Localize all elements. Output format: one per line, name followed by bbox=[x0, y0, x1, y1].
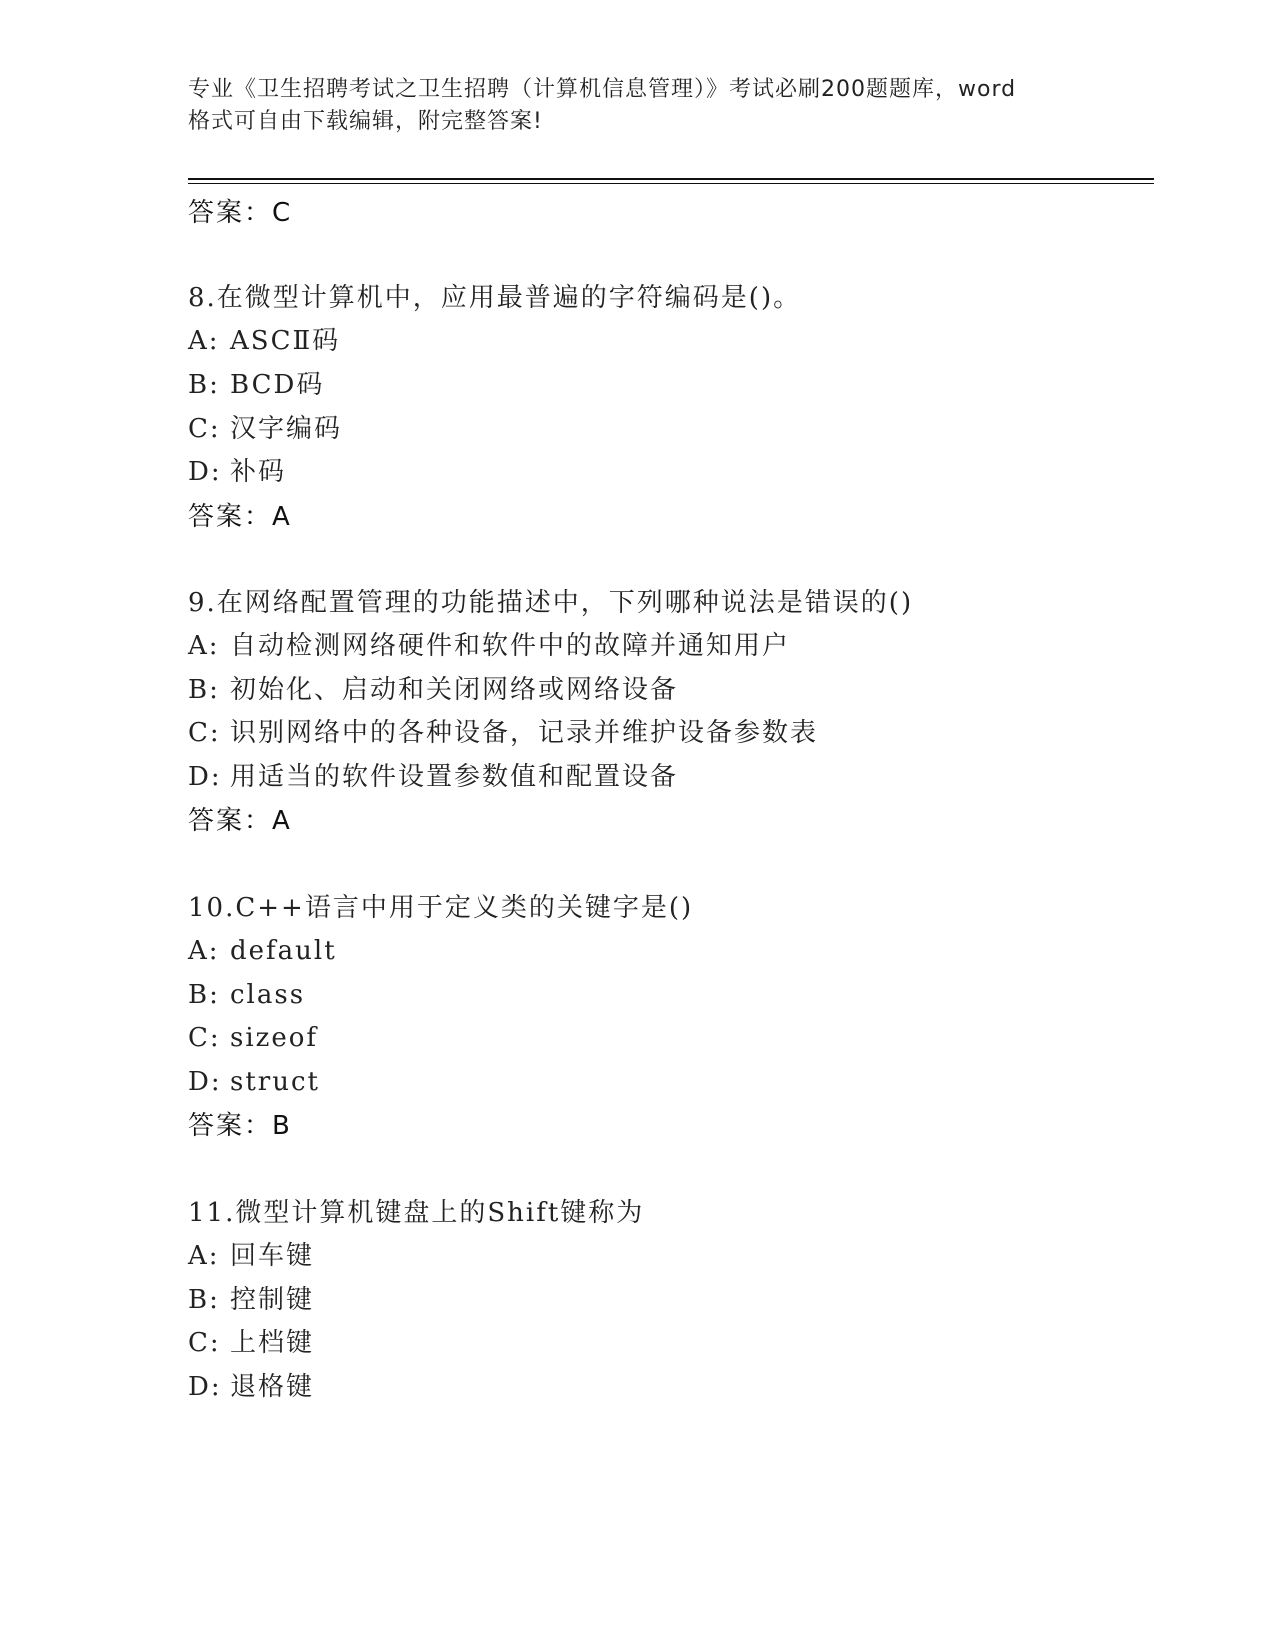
answer-value: C bbox=[272, 198, 291, 228]
option-8-a bbox=[188, 324, 340, 358]
answer-value: A bbox=[272, 806, 290, 836]
header-line-1: 专业《卫生招聘考试之卫生招聘（计算机信息管理）》考试必刷200题题库，word bbox=[188, 77, 1017, 102]
option-key: C: bbox=[188, 414, 221, 444]
option-key: D: bbox=[188, 1372, 222, 1402]
option-11-a bbox=[188, 1239, 314, 1273]
option-key: A: bbox=[188, 631, 220, 661]
option-key: A: bbox=[188, 326, 220, 356]
answer-line-10 bbox=[188, 1109, 290, 1143]
option-text: class bbox=[230, 980, 306, 1010]
option-key: A: bbox=[188, 936, 220, 966]
question-title-10: 10.C++语言中用于定义类的关键字是() bbox=[188, 893, 694, 923]
option-key: B: bbox=[188, 675, 220, 705]
option-9-d bbox=[188, 760, 678, 794]
option-text: BCD码 bbox=[230, 370, 325, 400]
question-title-9: 9.在网络配置管理的功能描述中，下列哪种说法是错误的() bbox=[188, 588, 914, 618]
option-text: 初始化、启动和关闭网络或网络设备 bbox=[230, 675, 679, 705]
option-text: 识别网络中的各种设备，记录并维护设备参数表 bbox=[230, 718, 819, 748]
option-9-b bbox=[188, 673, 678, 707]
answer-label: 答案： bbox=[188, 502, 273, 532]
header-divider-thin bbox=[188, 183, 1154, 184]
header-divider-thick bbox=[188, 178, 1154, 180]
option-key: C: bbox=[188, 1328, 221, 1358]
document-header bbox=[188, 74, 1088, 138]
option-9-c bbox=[188, 716, 818, 750]
answer-line-9 bbox=[188, 804, 290, 838]
option-10-c bbox=[188, 1021, 318, 1055]
option-key: B: bbox=[188, 980, 220, 1010]
option-text: default bbox=[230, 936, 337, 966]
answer-line-prev bbox=[188, 196, 290, 230]
answer-label: 答案： bbox=[188, 806, 273, 836]
option-11-c bbox=[188, 1326, 314, 1360]
answer-line-8 bbox=[188, 500, 290, 534]
option-9-a bbox=[188, 629, 790, 663]
header-line-2: 格式可自由下载编辑，附完整答案! bbox=[188, 109, 543, 134]
answer-label: 答案： bbox=[188, 198, 273, 228]
question-title-8: 8.在微型计算机中，应用最普遍的字符编码是()。 bbox=[188, 283, 802, 313]
option-8-d bbox=[188, 455, 286, 489]
option-text: 控制键 bbox=[230, 1285, 315, 1315]
option-text: 退格键 bbox=[230, 1372, 315, 1402]
option-10-d bbox=[188, 1065, 320, 1099]
option-key: B: bbox=[188, 370, 220, 400]
option-text: struct bbox=[230, 1067, 320, 1097]
answer-label: 答案： bbox=[188, 1111, 273, 1141]
option-text: sizeof bbox=[230, 1023, 319, 1053]
option-8-c bbox=[188, 412, 342, 446]
option-key: C: bbox=[188, 718, 221, 748]
option-text: 用适当的软件设置参数值和配置设备 bbox=[230, 762, 679, 792]
option-text: 汉字编码 bbox=[230, 414, 343, 444]
option-11-b bbox=[188, 1283, 314, 1317]
option-10-b bbox=[188, 978, 305, 1012]
option-key: D: bbox=[188, 1067, 222, 1097]
question-title-11: 11.微型计算机键盘上的Shift键称为 bbox=[188, 1198, 645, 1228]
option-8-b bbox=[188, 368, 324, 402]
option-key: A: bbox=[188, 1241, 220, 1271]
option-text: 回车键 bbox=[230, 1241, 315, 1271]
option-text: ASCⅡ码 bbox=[230, 326, 341, 356]
option-key: D: bbox=[188, 457, 222, 487]
answer-value: A bbox=[272, 502, 290, 532]
option-text: 自动检测网络硬件和软件中的故障并通知用户 bbox=[230, 631, 791, 661]
option-11-d bbox=[188, 1370, 314, 1404]
option-key: D: bbox=[188, 762, 222, 792]
option-text: 上档键 bbox=[230, 1328, 315, 1358]
option-key: B: bbox=[188, 1285, 220, 1315]
answer-value: B bbox=[272, 1111, 290, 1141]
option-10-a bbox=[188, 934, 337, 968]
option-key: C: bbox=[188, 1023, 221, 1053]
option-text: 补码 bbox=[230, 457, 287, 487]
